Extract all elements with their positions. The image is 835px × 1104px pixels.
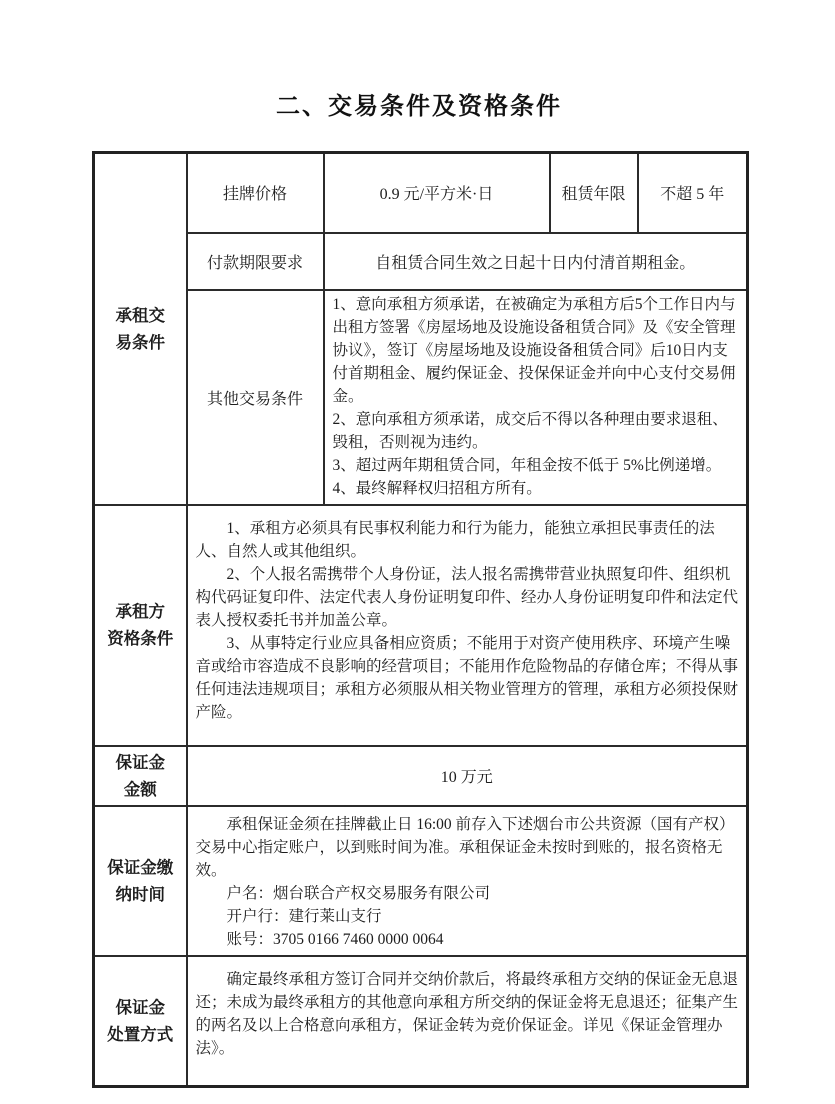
account-name-line: 户名：烟台联合产权交易服务有限公司 [226,884,491,902]
deposit-payment-header-line1: 保证金缴 [107,857,174,877]
lease-term-label-cell: 租赁年限 [550,153,638,233]
deposit-disposal-header-line2: 处置方式 [107,1024,174,1044]
deposit-amount-value-cell: 10 万元 [187,746,748,806]
table-row [94,505,748,746]
lease-conditions-header-line2: 易条件 [115,332,165,352]
payment-deadline-label-cell: 付款期限要求 [187,233,324,290]
other-condition-item-2: 2、意向承租方须承诺，成交后不得以各种理由要求退租、毁租，否则视为违约。 [332,410,728,451]
deposit-payment-header-cell [94,806,187,956]
qualification-header-line1: 承租方 [115,602,165,621]
other-conditions-content-cell [324,290,748,505]
page-title: 二、交易条件及资格条件 [276,94,562,120]
lease-conditions-header-cell [94,153,187,505]
conditions-table [92,151,749,1088]
payment-deadline-value-cell: 自租赁合同生效之日起十日内付清首期租金。 [324,233,748,290]
other-condition-item-4: 4、最终解释权归招租方所有。 [332,479,542,497]
deposit-disposal-header-line1: 保证金 [115,997,165,1017]
table-row [94,746,748,806]
deposit-disposal-header-cell [94,956,187,1087]
qualification-content-cell [187,505,748,746]
qualification-paragraph-3: 3、从事特定行业应具备相应资质；不能用于对资产使用秩序、环境产生噪音或给市容造成不良影响的经营项目；不能用作危险物品的存储仓库；不得从事任何违法违规项目；承租方必须服从相关物业管理方的管理，承租方必须投保财产险。 [195,634,739,721]
deposit-amount-header-line2: 金额 [123,779,157,799]
listing-price-value-cell: 0.9 元/平方米·日 [324,153,550,233]
table-row [94,956,748,1087]
qualification-paragraph-1: 1、承租方必须具有民事权利能力和行为能力，能独立承担民事责任的法人、自然人或其他组织。 [195,519,715,560]
table-row [94,290,748,505]
table-row [94,806,748,956]
qualification-header-line2: 资格条件 [107,629,174,648]
qualification-header-cell [94,505,187,746]
listing-price-label-cell: 挂牌价格 [187,153,324,233]
deposit-amount-header-line1: 保证金 [115,752,165,772]
table-row [94,233,748,290]
deposit-disposal-text: 确定最终承租方签订合同并交纳价款后，将最终承租方交纳的保证金无息退还；未成为最终承租方的其他意向承租方所交纳的保证金将无息退还；征集产生的两名及以上合格意向承租方，保证金转为竞价保证金。详见《保证金管理办法》。 [195,970,739,1057]
table-row [94,153,748,233]
deposit-payment-header-line2: 纳时间 [115,884,165,904]
deposit-payment-content-cell [187,806,748,956]
deposit-payment-intro: 承租保证金须在挂牌截止日 16:00 前存入下述烟台市公共资源（国有产权）交易中心指定账户，以到账时间为准。承租保证金未按时到账的，报名资格无效。 [195,815,735,879]
lease-term-value-cell: 不超 5 年 [638,153,748,233]
qualification-paragraph-2: 2、个人报名需携带个人身份证，法人报名需携带营业执照复印件、组织机构代码证复印件、法定代表人身份证明复印件、经办人身份证明复印件和法定代表人授权委托书并加盖公章。 [195,565,739,629]
other-condition-item-3: 3、超过两年期租赁合同，年租金按不低于 5%比例递增。 [332,456,722,474]
deposit-disposal-content-cell [187,956,748,1087]
bank-branch-line: 开户行：建行莱山支行 [226,907,382,925]
other-conditions-label-cell: 其他交易条件 [187,290,324,505]
other-condition-item-1: 1、意向承租方须承诺，在被确定为承租方后5个工作日内与出租方签署《房屋场地及设施设备租赁合同》及《安全管理协议》，签订《房屋场地及设施设备租赁合同》后10日内支付首期租金、履约保证金、投保保证金并向中心支付交易佣金。 [332,295,736,405]
account-number-line: 账号：3705 0166 7460 0000 0064 [226,930,444,948]
deposit-amount-header-cell [94,746,187,806]
lease-conditions-header-line1: 承租交 [115,305,165,325]
